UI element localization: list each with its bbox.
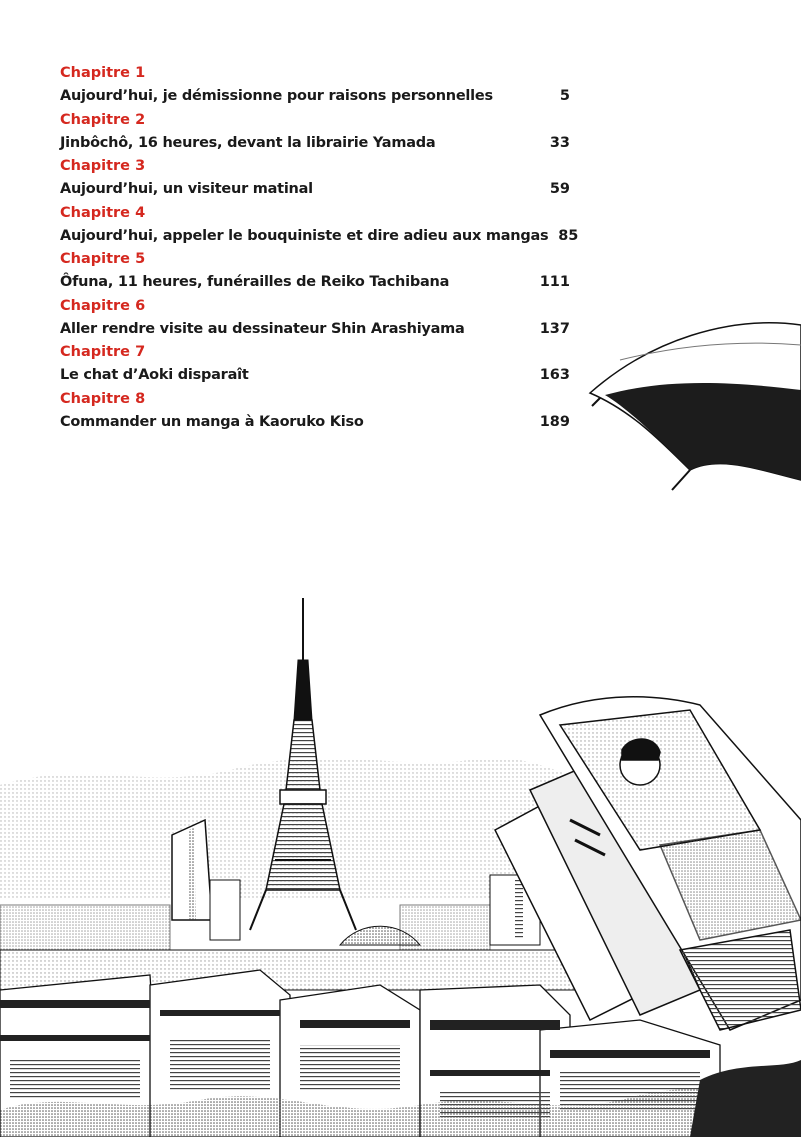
- page-number: 137: [539, 320, 570, 337]
- chapter-line: [60, 225, 579, 249]
- chapter-line: [60, 364, 570, 388]
- page-number: 85: [558, 227, 579, 244]
- chapter-line: [60, 132, 570, 156]
- chapter-label: Chapitre 1: [60, 65, 146, 81]
- toc-entry: [60, 155, 570, 202]
- umbrella-icon: [590, 323, 801, 490]
- toc-entry: [60, 109, 570, 156]
- toc-entry: [60, 295, 570, 342]
- table-of-contents: [60, 62, 579, 434]
- page-number: 163: [539, 367, 570, 383]
- chapter-label: Chapitre 6: [60, 297, 146, 314]
- chapter-label: Chapitre 3: [60, 158, 146, 174]
- page-number: 33: [549, 134, 570, 151]
- chapter-label: Chapitre 5: [60, 251, 146, 267]
- toc-entry: [60, 248, 570, 295]
- chapter-title: Aujourd’hui, un visiteur matinal: [60, 181, 313, 197]
- chapter-title: Jinbôchô, 16 heures, devant la librairie Yamada: [60, 134, 436, 151]
- chapter-title: Le chat d’Aoki disparaît: [60, 367, 249, 383]
- toc-entry: [60, 202, 579, 249]
- chapter-line: [60, 85, 570, 109]
- chapter-title: Aujourd’hui, appeler le bouquiniste et dire adieu aux mangas: [60, 227, 549, 244]
- page-number: 59: [549, 181, 570, 197]
- page-number: 111: [539, 274, 570, 290]
- page-number: 189: [539, 413, 570, 430]
- chapter-title: Aller rendre visite au dessinateur Shin Arashiyama: [60, 320, 465, 337]
- chapter-line: [60, 271, 570, 295]
- chapter-title: Ôfuna, 11 heures, funérailles de Reiko Tachibana: [60, 274, 450, 290]
- chapter-label: Chapitre 8: [60, 390, 146, 407]
- page-number: 5: [559, 88, 570, 104]
- toc-entry: [60, 341, 570, 388]
- chapter-line: [60, 318, 570, 342]
- toc-entry: [60, 388, 570, 435]
- chapter-label: Chapitre 7: [60, 344, 146, 360]
- chapter-line: [60, 178, 570, 202]
- chapter-title: Commander un manga à Kaoruko Kiso: [60, 413, 364, 430]
- chapter-label: Chapitre 2: [60, 111, 146, 128]
- chapter-title: Aujourd’hui, je démissionne pour raisons personnelles: [60, 88, 493, 104]
- chapter-line: [60, 411, 570, 435]
- toc-entry: [60, 62, 570, 109]
- chapter-label: Chapitre 4: [60, 204, 146, 221]
